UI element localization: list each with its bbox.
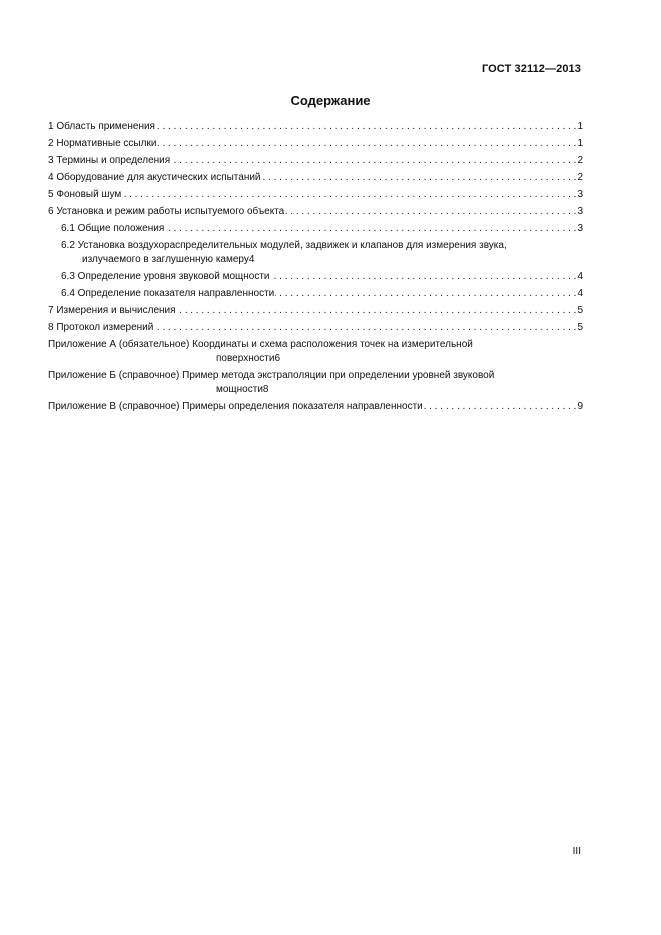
toc-entry-text-continued: излучаемого в заглушенную камеру xyxy=(82,254,249,265)
toc-entry[interactable] xyxy=(48,287,583,301)
toc-entry-text: Приложение В (справочное) Примеры определения показателя направленности xyxy=(48,401,423,412)
toc-entry[interactable] xyxy=(48,304,583,318)
toc-entry-page: 4 xyxy=(577,288,583,299)
toc-leader-dots xyxy=(122,188,576,202)
toc-leader-dots xyxy=(171,154,576,168)
toc-entry-page: 2 xyxy=(577,155,583,166)
toc-entry-text: 6.4 Определение показателя направленности xyxy=(61,288,275,299)
toc-entry[interactable] xyxy=(48,338,583,366)
toc-leader-dots xyxy=(156,120,576,134)
toc-entry-page: 8 xyxy=(262,384,269,395)
toc-leader-dots xyxy=(285,205,576,219)
toc-entry-page: 1 xyxy=(577,121,583,132)
page-number: III xyxy=(572,846,581,857)
toc-entry-page: 3 xyxy=(577,206,583,217)
toc-entry-page: 4 xyxy=(577,271,583,282)
table-of-contents xyxy=(48,120,583,417)
toc-leader-dots xyxy=(262,171,577,185)
toc-entry-page: 2 xyxy=(577,172,583,183)
toc-entry-text: 6.1 Общие положения xyxy=(61,223,165,234)
document-id: ГОСТ 32112—2013 xyxy=(481,63,581,75)
toc-entry-text: Приложение А (обязательное) Координаты и схема расположения точек на измерительной xyxy=(48,339,473,350)
toc-leader-dots xyxy=(424,400,577,414)
toc-entry[interactable] xyxy=(48,222,583,236)
toc-entry-text: 6.3 Определение уровня звуковой мощности xyxy=(61,271,270,282)
toc-entry-page: 9 xyxy=(577,401,583,412)
toc-entry[interactable] xyxy=(48,321,583,335)
toc-entry-text: 1 Область применения xyxy=(48,121,155,132)
toc-entry[interactable] xyxy=(48,137,583,151)
toc-title: Содержание xyxy=(290,93,371,108)
toc-entry-page: 6 xyxy=(274,353,280,364)
toc-entry-page: 4 xyxy=(248,254,255,265)
toc-entry-text: 4 Оборудование для акустических испытаний xyxy=(48,172,261,183)
toc-leader-dots xyxy=(271,270,577,284)
toc-entry[interactable] xyxy=(48,270,583,284)
toc-entry-text: 7 Измерения и вычисления xyxy=(48,305,176,316)
toc-entry-page: 3 xyxy=(577,189,583,200)
toc-leader-dots xyxy=(157,137,576,151)
toc-entry-text: 6.2 Установка воздухораспределительных модулей, задвижек и клапанов для измерения звука, xyxy=(61,240,507,251)
toc-entry-text: 6 Установка и режим работы испытуемого объекта xyxy=(48,206,285,217)
toc-leader-dots xyxy=(275,287,576,301)
toc-entry[interactable] xyxy=(48,400,583,414)
toc-entry-text: 5 Фоновый шум xyxy=(48,189,122,200)
toc-entry-text: Приложение Б (справочное) Пример метода экстраполяции при определении уровней звуковой xyxy=(48,370,495,381)
toc-entry-text-continued: поверхности xyxy=(216,353,275,364)
toc-entry[interactable] xyxy=(48,120,583,134)
toc-entry[interactable] xyxy=(48,154,583,168)
toc-entry[interactable] xyxy=(48,369,583,397)
toc-entry-text: 2 Нормативные ссылки xyxy=(48,138,157,149)
toc-entry[interactable] xyxy=(48,205,583,219)
toc-entry-page: 5 xyxy=(577,305,583,316)
toc-entry-page: 1 xyxy=(577,138,583,149)
toc-entry-page: 3 xyxy=(577,223,583,234)
toc-entry-text: 8 Протокол измерений xyxy=(48,322,154,333)
toc-entry[interactable] xyxy=(48,239,583,267)
toc-entry[interactable] xyxy=(48,188,583,202)
toc-entry-page: 5 xyxy=(577,322,583,333)
toc-entry[interactable] xyxy=(48,171,583,185)
toc-entry-text: 3 Термины и определения xyxy=(48,155,171,166)
toc-leader-dots xyxy=(154,321,576,335)
toc-entry-text-continued: мощности xyxy=(216,384,263,395)
toc-leader-dots xyxy=(165,222,576,236)
toc-leader-dots xyxy=(177,304,577,318)
